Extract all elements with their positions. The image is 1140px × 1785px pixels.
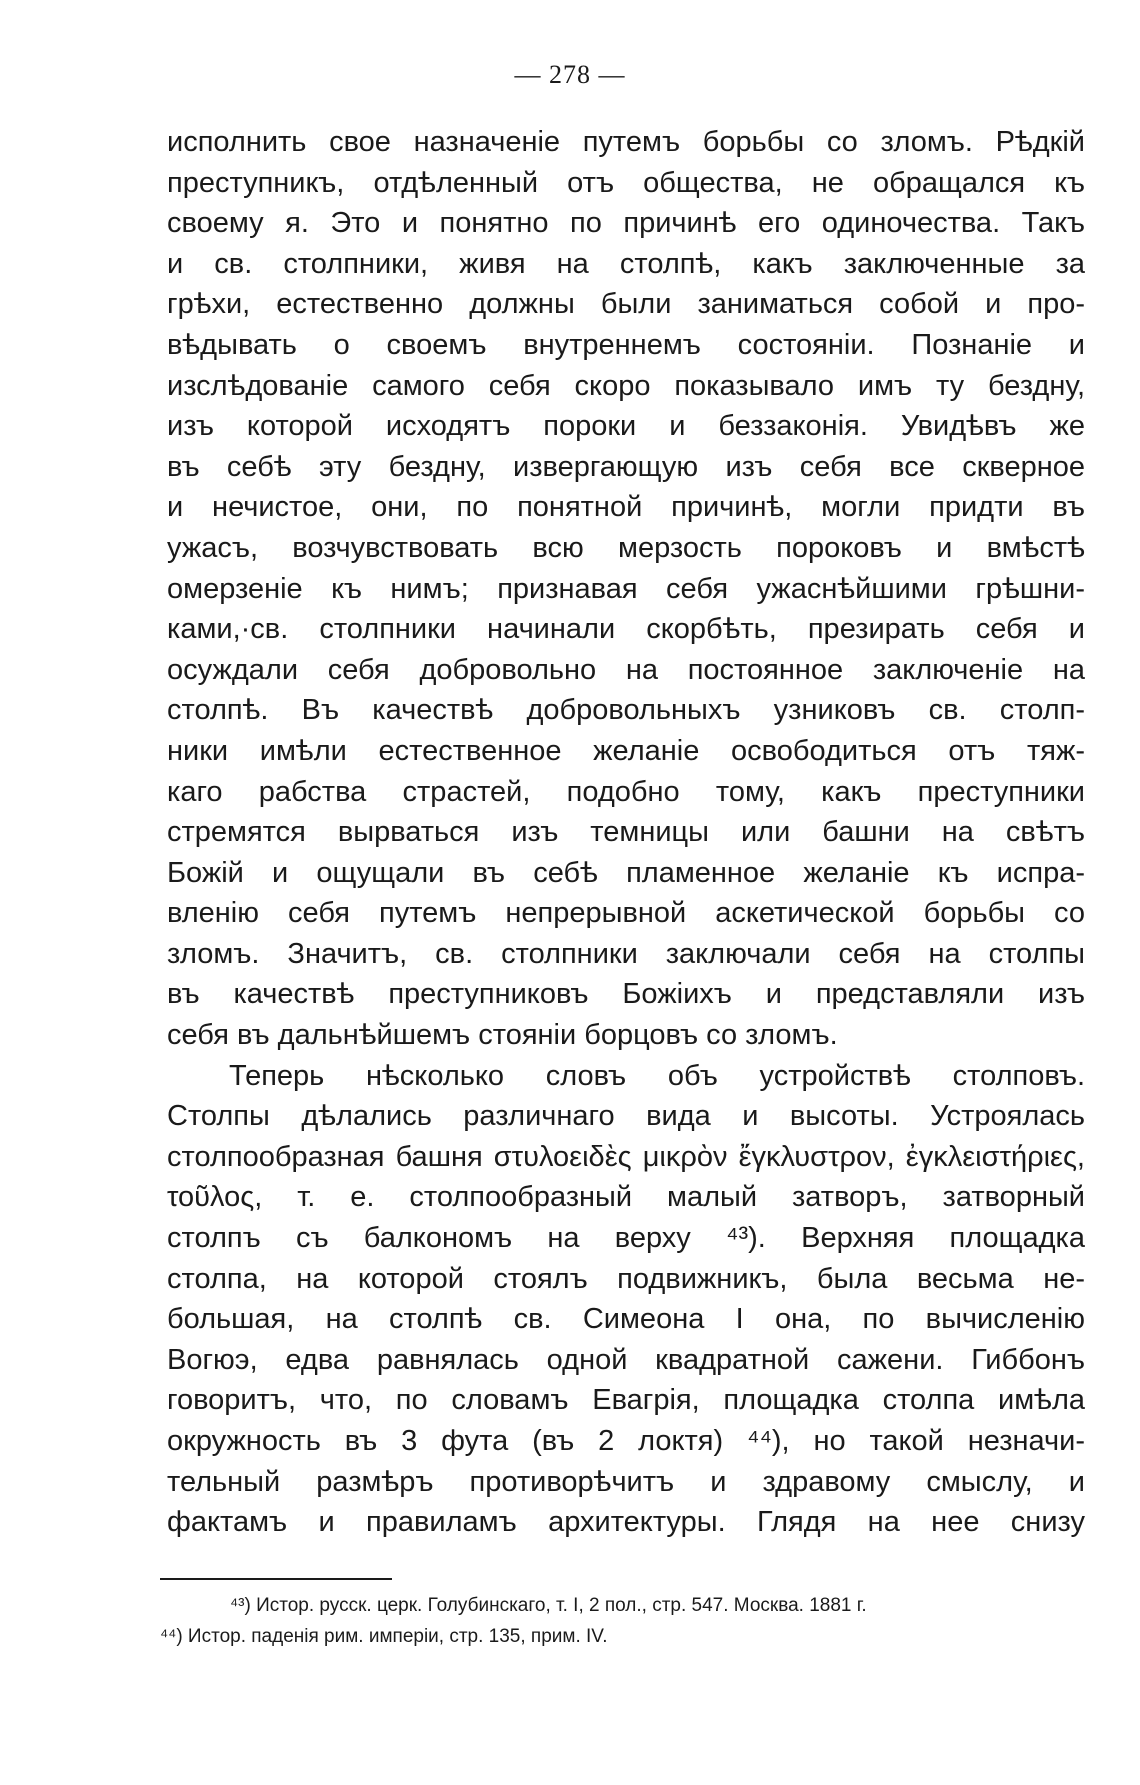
text-line: тельный размѣръ противорѣчитъ и здравому смыслу, и [167,1465,1085,1498]
text-line: столпа, на которой стоялъ подвижникъ, была весьма не- [167,1262,1085,1295]
text-line: столпъ съ балкономъ на верху ⁴³). Верхняя площадка [167,1222,1085,1255]
text-line: Божiй и ощущали въ себѣ пламенное желанiе къ испра- [167,856,1085,889]
text-line: исполнить свое назначенiе путемъ борьбы со зломъ. Рѣдкiй [167,126,1085,158]
page-number: — 278 — [514,60,626,89]
text-line: говоритъ, что, по словамъ Евагрiя, площадка столпа имѣла [167,1384,1085,1417]
footnote-43: ⁴³) Истор. русск. церк. Голубинскаго, т. I, 2 пол., стр. 547. Москва. 1881 г. [230,1595,867,1616]
footnotes [160,1590,1082,1652]
text-line: вѣдывать о своемъ внутреннемъ состоянiи. Познанiе и [167,328,1085,361]
text-line: и св. столпники, живя на столпѣ, какъ заключенные за [167,247,1085,280]
text-line: ками,·св. столпники начинали скорбѣть, презирать себя и [167,613,1085,646]
text-line: ники имѣли естественное желанiе освободиться отъ тяж- [167,734,1085,767]
text-line: грѣхи, естественно должны были заниматься собой и про- [167,288,1085,321]
footnote-divider [160,1578,392,1580]
text-line: каго рабства страстей, подобно тому, какъ преступники [167,775,1085,808]
text-line: стремятся вырваться изъ темницы или башни на свѣтъ [167,816,1085,849]
text-line: зломъ. Значитъ, св. столпники заключали себя на столпы [167,937,1085,970]
text-line: большая, на столпѣ св. Симеона I она, по вычисленiю [167,1303,1085,1336]
text-line: окружность въ 3 фута (въ 2 локтя) ⁴⁴), но такой незначи- [167,1425,1085,1457]
text-line: столпообразная башня στυλοειδὲς μικρὸν ἔγκλυστρον, ἐγκλειστήριες, [167,1140,1085,1173]
text-line: въ себѣ эту бездну, извергающую изъ себя все скверное [167,450,1085,483]
text-line: столпѣ. Въ качествѣ добровольныхъ узниковъ св. столп- [167,694,1085,727]
text-line: омерзенiе къ нимъ; признавая себя ужаснѣйшими грѣшни- [167,572,1085,605]
text-line: въ качествѣ преступниковъ Божiихъ и представляли изъ [167,978,1085,1011]
text-line: себя въ дальнѣйшемъ стоянiи борцовъ со зломъ. [167,1019,838,1052]
text-line: и нечистое, они, по понятной причинѣ, могли придти въ [167,491,1085,524]
footnote-44: ⁴⁴) Истор. паденiя рим. имперiи, стр. 135, прим. IV. [160,1626,608,1647]
text-line: вленiю себя путемъ непрерывной аскетической борьбы со [167,897,1085,930]
text-line: Теперь нѣсколько словъ объ устройствѣ столповъ. [229,1059,1085,1092]
text-line: изслѣдованiе самого себя скоро показывало имъ ту бездну, [167,369,1085,402]
text-line: осуждали себя добровольно на постоянное заключенiе на [167,653,1085,686]
text-line: Столпы дѣлались различнаго вида и высоты. Устроялась [167,1100,1085,1133]
text-line: ужасъ, возчувствовать всю мерзость пороковъ и вмѣстѣ [167,531,1085,564]
text-line: фактамъ и правиламъ архитектуры. Глядя на нее снизу [167,1506,1085,1539]
text-line: изъ которой исходятъ пороки и беззаконiя. Увидѣвъ же [167,410,1085,443]
text-line: Вогюэ, едва равнялась одной квадратной сажени. Гиббонъ [167,1343,1085,1376]
text-line: своему я. Это и понятно по причинѣ его одиночества. Такъ [167,207,1085,240]
body-text [167,122,1085,1543]
text-line: преступникъ, отдѣленный отъ общества, не обращался къ [167,166,1085,199]
text-line: τοῦλος, т. е. столпообразный малый затворъ, затворный [167,1181,1085,1214]
